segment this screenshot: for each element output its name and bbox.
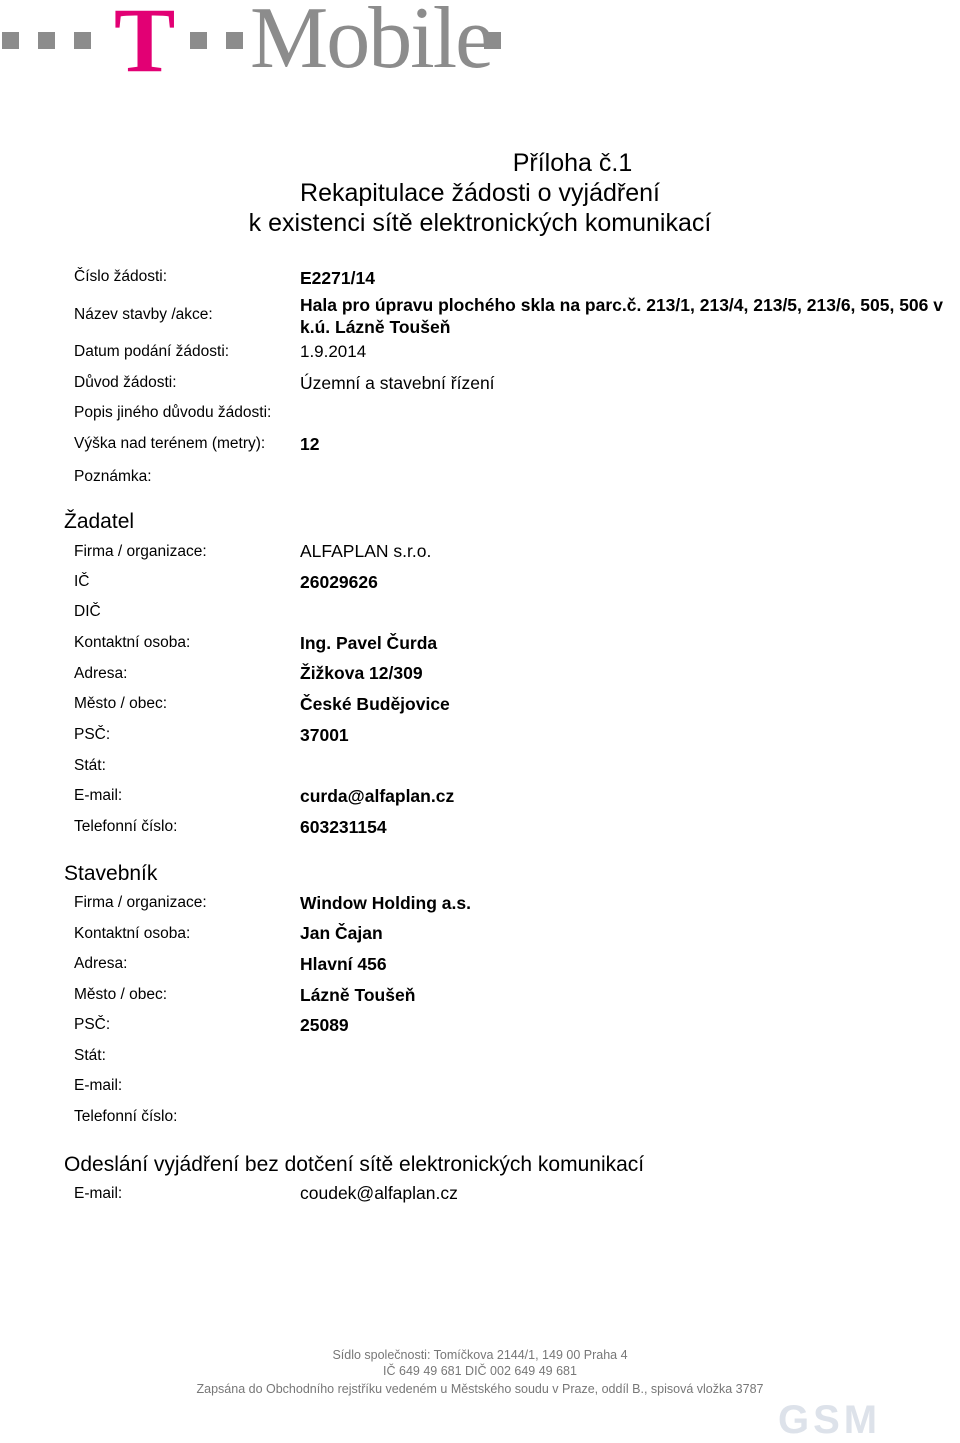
building-value-line2: k.ú. Lázně Toušeň (300, 317, 451, 337)
applicant-contact-label: Kontaktní osoba: (74, 634, 191, 651)
date-label: Datum podání žádosti: (74, 343, 230, 360)
footer-line-2: IČ 649 49 681 DIČ 002 649 49 681 (383, 1364, 577, 1378)
tmobile-logo (0, 0, 520, 91)
logo-t-letter: T (114, 0, 176, 91)
title-line-1: Příloha č.1 (512, 149, 633, 177)
builder-contact-value: Jan Čajan (300, 923, 383, 943)
footer-line-1: Sídlo společnosti: Tomíčkova 2144/1, 149 00 Praha 4 (332, 1348, 628, 1362)
dispatch-heading: Odeslání vyjádření bez dotčení sítě elektronických komunikací (64, 1153, 645, 1176)
title-line-3: k existenci sítě elektronických komunikací (248, 209, 712, 237)
document-title (0, 148, 960, 238)
building-label: Název stavby /akce: (74, 306, 213, 323)
applicant-zip-value: 37001 (300, 725, 349, 745)
builder-company-label: Firma / organizace: (74, 894, 207, 911)
request-number-value: E2271/14 (300, 268, 375, 288)
builder-address-label: Adresa: (74, 955, 128, 972)
builder-address-value: Hlavní 456 (300, 954, 387, 974)
applicant-zip-label: PSČ: (74, 726, 111, 743)
builder-company-value: Window Holding a.s. (300, 893, 471, 913)
title-line-2: Rekapitulace žádosti o vyjádření (300, 179, 660, 207)
applicant-city-value: České Budějovice (300, 694, 450, 714)
applicant-phone-value: 603231154 (300, 817, 387, 837)
applicant-company-value: ALFAPLAN s.r.o. (300, 541, 432, 561)
applicant-company-label: Firma / organizace: (74, 543, 207, 560)
builder-email-label: E-mail: (74, 1077, 123, 1094)
height-label: Výška nad terénem (metry): (74, 435, 266, 452)
applicant-phone-label: Telefonní číslo: (74, 818, 178, 835)
applicant-address-label: Adresa: (74, 665, 128, 682)
builder-zip-label: PSČ: (74, 1016, 111, 1033)
applicant-dic-label: DIČ (74, 603, 101, 620)
builder-heading: Stavebník (64, 862, 158, 885)
builder-contact-label: Kontaktní osoba: (74, 925, 191, 942)
builder-city-label: Město / obec: (74, 986, 168, 1003)
other-reason-label: Popis jiného důvodu žádosti: (74, 404, 272, 421)
applicant-city-label: Město / obec: (74, 695, 168, 712)
note-label: Poznámka: (74, 468, 152, 485)
logo-mobile-text: Mobile (250, 0, 493, 87)
dispatch-email-value: coudek@alfaplan.cz (300, 1183, 458, 1203)
applicant-address-value: Žižkova 12/309 (300, 663, 423, 683)
dispatch-email-label: E-mail: (74, 1185, 123, 1202)
applicant-heading: Žadatel (64, 510, 135, 533)
applicant-country-label: Stát: (74, 757, 106, 774)
reason-label: Důvod žádosti: (74, 374, 177, 391)
applicant-email-label: E-mail: (74, 787, 123, 804)
applicant-ic-label: IČ (74, 573, 90, 590)
gsm-watermark: GSM (778, 1398, 882, 1442)
footer-line-3: Zapsána do Obchodního rejstříku vedeném u Městského soudu v Praze, oddíl B., spisová vložka 3787 (196, 1382, 764, 1396)
builder-country-label: Stát: (74, 1047, 106, 1064)
reason-value: Územní a stavební řízení (300, 373, 495, 393)
applicant-ic-value: 26029626 (300, 572, 378, 592)
builder-phone-label: Telefonní číslo: (74, 1108, 178, 1125)
request-number-label: Číslo žádosti: (74, 268, 168, 285)
building-value-line1: Hala pro úpravu plochého skla na parc.č. 213/1, 213/4, 213/5, 213/6, 505, 506 v (300, 295, 943, 315)
applicant-email-value: curda@alfaplan.cz (300, 786, 455, 806)
height-value: 12 (300, 434, 320, 454)
applicant-contact-value: Ing. Pavel Čurda (300, 633, 438, 653)
builder-zip-value: 25089 (300, 1015, 349, 1035)
date-value: 1.9.2014 (300, 342, 367, 361)
builder-city-value: Lázně Toušeň (300, 985, 416, 1005)
